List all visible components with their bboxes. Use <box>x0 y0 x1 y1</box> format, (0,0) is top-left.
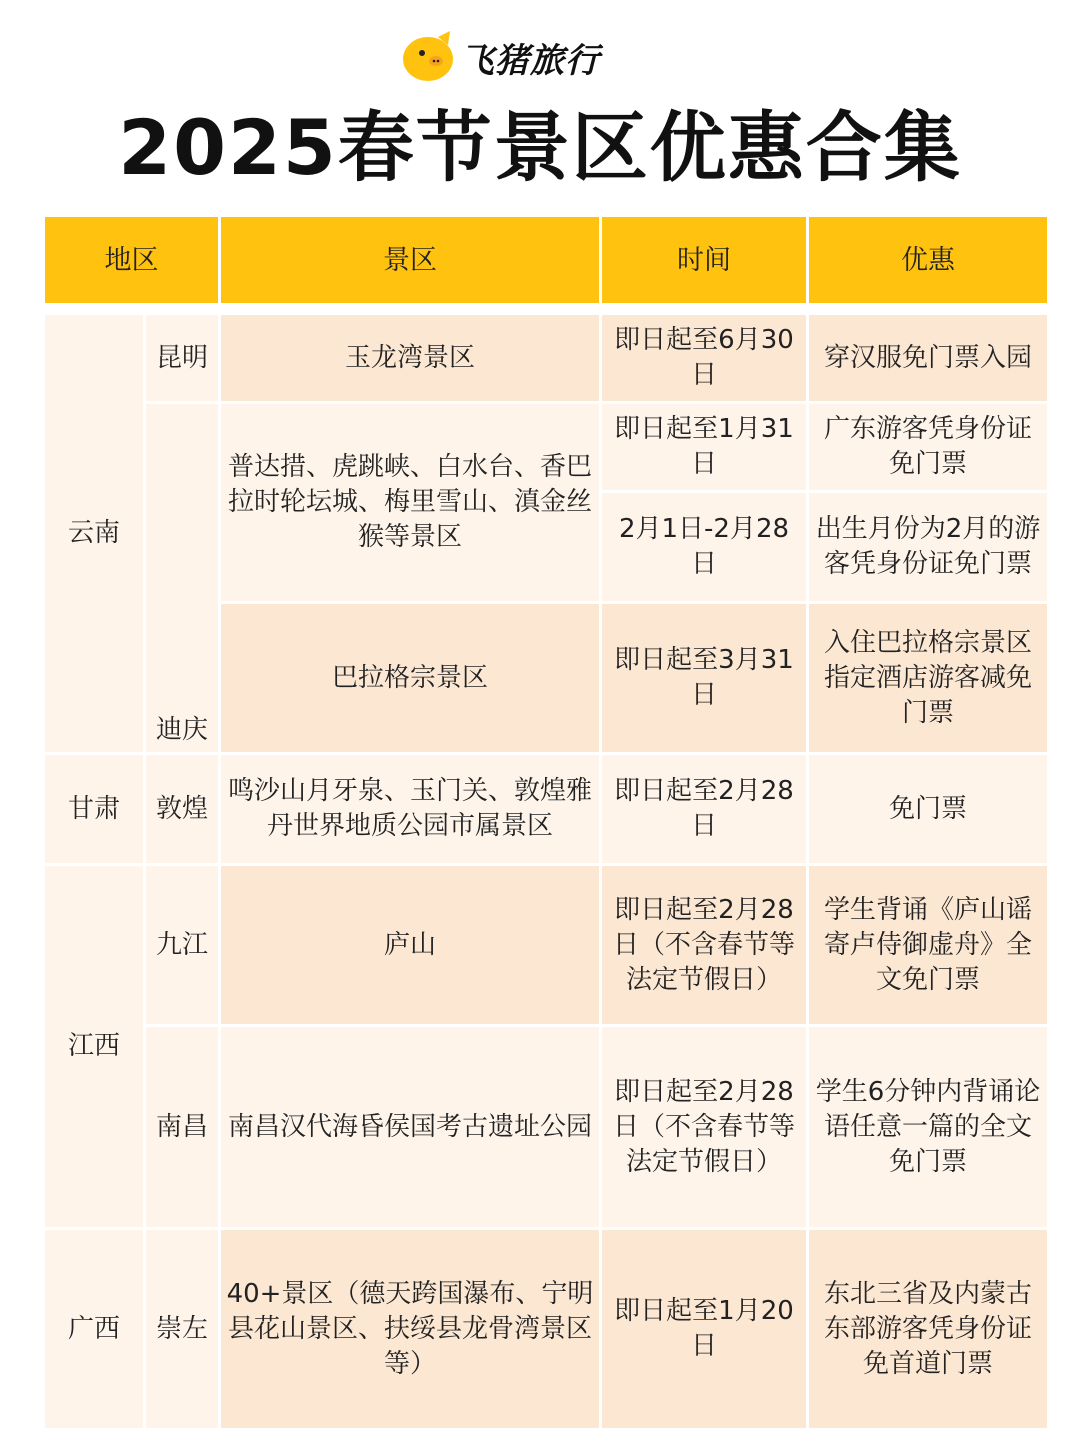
brand-header <box>398 28 600 86</box>
brand-name: 飞猪旅行 <box>460 40 600 81</box>
time-dunhuang: 即日起至2月28日 <box>602 755 806 863</box>
header-gap <box>45 306 1047 312</box>
time-chongzuo: 即日起至1月20日 <box>602 1230 806 1428</box>
time-diqing-1: 即日起至1月31日 <box>602 404 806 490</box>
header-time: 时间 <box>602 217 806 303</box>
city-kunming: 昆明 <box>146 315 218 401</box>
offer-chongzuo: 东北三省及内蒙古东部游客凭身份证免首道门票 <box>809 1230 1047 1428</box>
offer-balagezong: 入住巴拉格宗景区指定酒店游客减免门票 <box>809 604 1047 752</box>
scenic-detian: 40+景区（德天跨国瀑布、宁明县花山景区、扶绥县龙骨湾景区等） <box>221 1230 599 1428</box>
header-region: 地区 <box>45 217 218 303</box>
pig-face-icon <box>398 29 454 85</box>
city-nanchang: 南昌 <box>146 1027 218 1227</box>
scenic-mingsha: 鸣沙山月牙泉、玉门关、敦煌雅丹世界地质公园市属景区 <box>221 755 599 863</box>
city-jiujiang: 九江 <box>146 866 218 1024</box>
city-diqing: 迪庆 <box>146 404 218 752</box>
scenic-yulongwan: 玉龙湾景区 <box>221 315 599 401</box>
time-diqing-2: 2月1日-2月28日 <box>602 493 806 601</box>
offer-kunming: 穿汉服免门票入园 <box>809 315 1047 401</box>
offer-diqing-2: 出生月份为2月的游客凭身份证免门票 <box>809 493 1047 601</box>
scenic-lushan: 庐山 <box>221 866 599 1024</box>
offer-diqing-1: 广东游客凭身份证免门票 <box>809 404 1047 490</box>
region-jiangxi: 江西 <box>45 866 143 1227</box>
scenic-haihunhou: 南昌汉代海昏侯国考古遗址公园 <box>221 1027 599 1227</box>
time-nanchang: 即日起至2月28日（不含春节等法定节假日） <box>602 1027 806 1227</box>
region-yunnan: 云南 <box>45 315 143 752</box>
time-balagezong: 即日起至3月31日 <box>602 604 806 752</box>
city-dunhuang: 敦煌 <box>146 755 218 863</box>
offer-dunhuang: 免门票 <box>809 755 1047 863</box>
time-lushan: 即日起至2月28日（不含春节等法定节假日） <box>602 866 806 1024</box>
region-guangxi: 广西 <box>45 1230 143 1428</box>
page-title: 2025春节景区优惠合集 <box>118 103 962 192</box>
offer-lushan: 学生背诵《庐山谣寄卢侍御虚舟》全文免门票 <box>809 866 1047 1024</box>
offers-table <box>45 217 1041 1405</box>
header-scenic: 景区 <box>221 217 599 303</box>
offer-nanchang: 学生6分钟内背诵论语任意一篇的全文免门票 <box>809 1027 1047 1227</box>
scenic-balagezong: 巴拉格宗景区 <box>221 604 599 752</box>
header-offer: 优惠 <box>809 217 1047 303</box>
region-gansu: 甘肃 <box>45 755 143 863</box>
scenic-pudacuo: 普达措、虎跳峡、白水台、香巴拉时轮坛城、梅里雪山、滇金丝猴等景区 <box>221 404 599 601</box>
city-chongzuo: 崇左 <box>146 1230 218 1428</box>
time-kunming: 即日起至6月30日 <box>602 315 806 401</box>
